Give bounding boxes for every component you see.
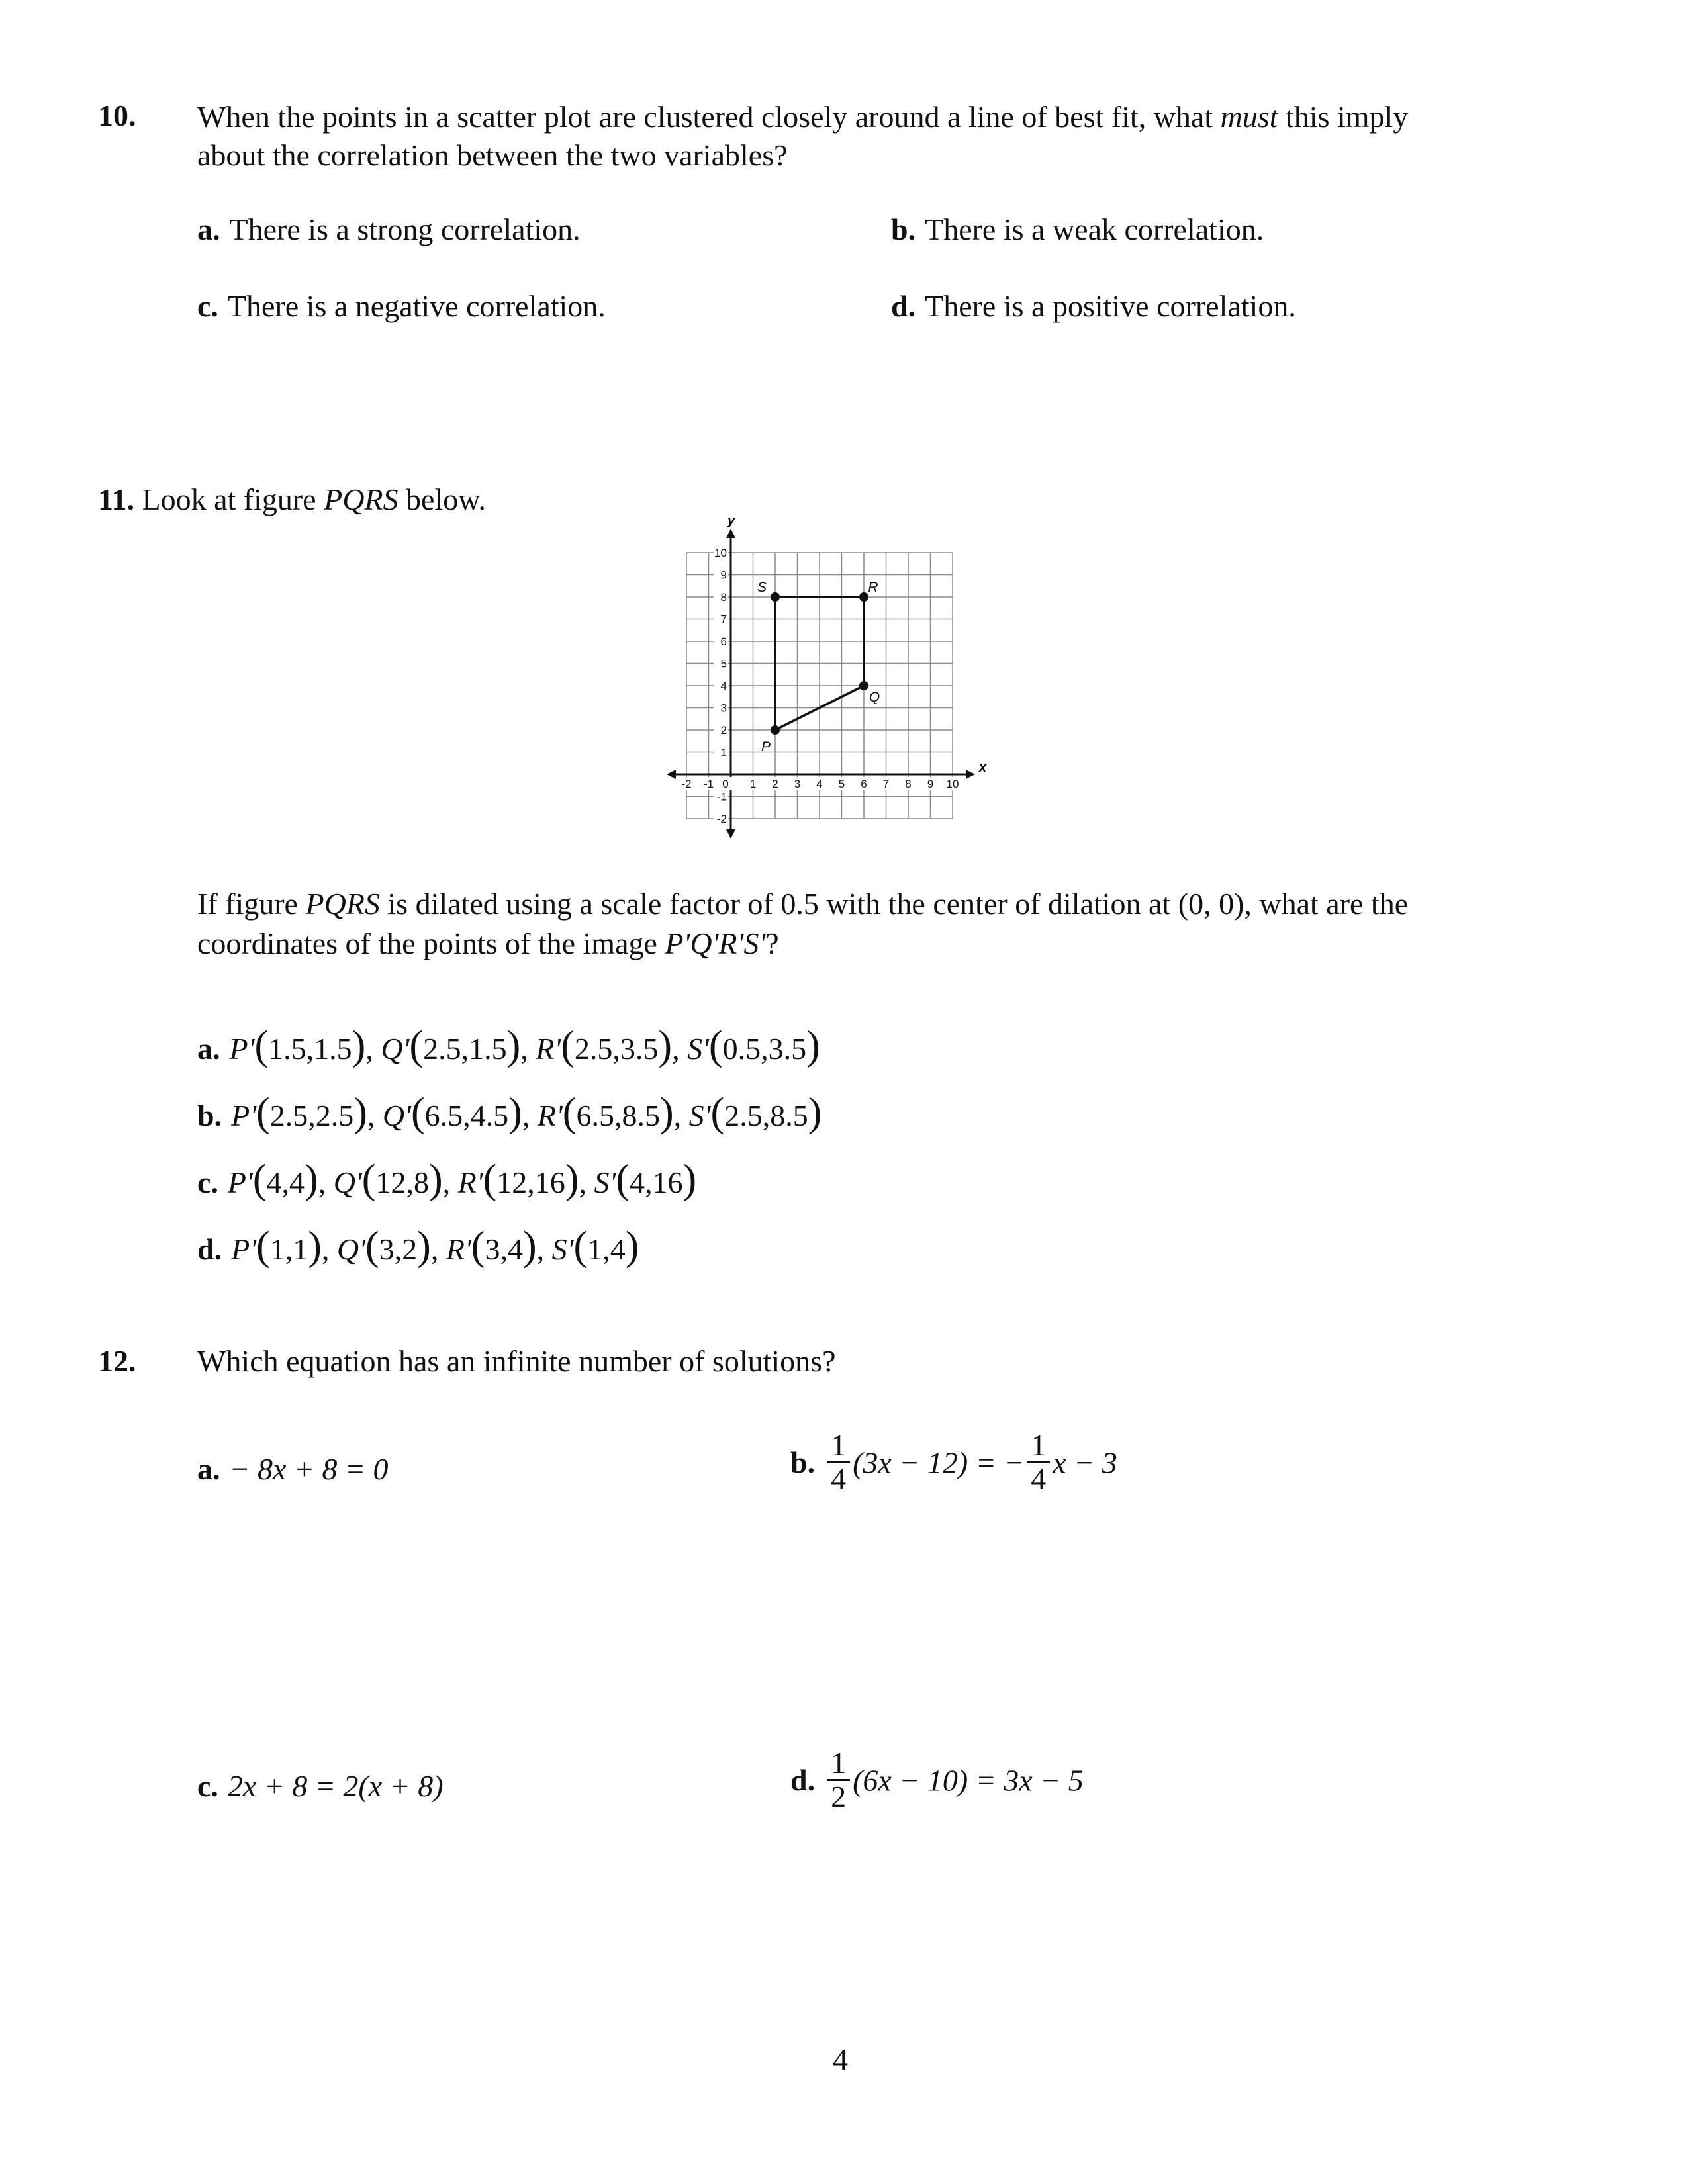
y-tick-label: 5 — [720, 657, 727, 670]
point-coords: 3,2 — [379, 1232, 418, 1266]
q11-question-pre: If figure — [197, 887, 298, 921]
y-axis-arrow-up — [726, 529, 735, 538]
x-tick-label: 8 — [905, 778, 912, 790]
point-name: P' — [231, 1099, 257, 1132]
point-name: R' — [537, 1099, 563, 1132]
point-coords: 2.5,2.5 — [269, 1099, 354, 1132]
x-tick-label: 7 — [882, 778, 890, 790]
point-coords: 0.5,3.5 — [722, 1032, 807, 1066]
y-axis-label: y — [727, 514, 735, 528]
q10-text-line1-end: this imply — [1286, 100, 1409, 134]
q10-option-a-text: There is a strong correlation. — [229, 212, 581, 246]
q12-option-b[interactable] — [790, 1430, 1117, 1496]
q11-option-c-label: c. — [197, 1165, 218, 1199]
point-name: P' — [229, 1032, 255, 1066]
y-tick-label: 8 — [720, 591, 727, 604]
vertex-q — [859, 681, 868, 690]
x-tick-label: -1 — [703, 778, 714, 790]
q11-question-end: ? — [765, 927, 779, 960]
q11-option-a[interactable] — [197, 1023, 820, 1069]
point-name: S' — [594, 1165, 616, 1199]
q12-question: Which equation has an infinite number of solutions? — [197, 1344, 836, 1378]
q10-option-c-text: There is a negative correlation. — [227, 289, 606, 323]
point-name: S' — [551, 1232, 574, 1266]
y-axis-arrow-down — [726, 829, 735, 839]
point-name: P' — [227, 1165, 253, 1199]
q11-option-d-points: P'(1,1), Q'(3,2), R'(3,4), S'(1,4) — [231, 1224, 639, 1269]
x-axis-label: x — [979, 760, 987, 775]
x-tick-label: 5 — [838, 778, 845, 790]
q10-option-a-label: a. — [197, 212, 220, 246]
point-coords: 2.5,1.5 — [423, 1032, 507, 1066]
q11-number: 11. — [98, 482, 134, 516]
point-coords: 4,16 — [630, 1165, 683, 1199]
y-tick-label: 1 — [720, 746, 727, 759]
q10-option-c[interactable] — [197, 289, 606, 324]
figure-pqrs — [757, 580, 880, 754]
q12-option-b-mid: (3x − 12) = − — [853, 1445, 1025, 1480]
q12-option-d-fraction: $\frac{1}{2}$ — [827, 1747, 850, 1813]
q11-option-b[interactable] — [197, 1089, 821, 1136]
q12-option-a-equation: − 8x + 8 = 0 — [229, 1452, 389, 1486]
vertex-label-s: S — [757, 580, 767, 595]
q11-option-b-points: P'(2.5,2.5), Q'(6.5,4.5), R'(6.5,8.5), S'(2.5,8.5) — [231, 1090, 822, 1135]
vertex-label-p: P — [761, 739, 771, 754]
coordinate-grid-figure — [662, 510, 1019, 854]
page-number: 4 — [833, 2042, 848, 2076]
y-tick-label: 6 — [720, 635, 727, 648]
q10-option-d-text: There is a positive correlation. — [925, 289, 1296, 323]
q12-option-b-fraction-2: $\frac{1}{4}$ — [1027, 1430, 1050, 1496]
q10-option-b-label: b. — [891, 212, 916, 246]
q12-option-d[interactable] — [790, 1747, 1084, 1813]
point-coords: 3,4 — [485, 1232, 523, 1266]
x-axis-arrow-right — [966, 770, 975, 779]
q11-image-name: P'Q'R'S' — [665, 927, 766, 960]
vertex-r — [859, 592, 868, 602]
vertex-p — [771, 725, 780, 735]
q12-option-a[interactable] — [197, 1451, 389, 1486]
q11-question-mid: is dilated using a scale factor of 0.5 with the center of dilation at (0, 0), what are the — [387, 887, 1409, 921]
q10-question — [197, 98, 1614, 175]
q12-option-d-equation: (6x − 10) = 3x − 5 — [853, 1763, 1084, 1797]
y-tick-label: 4 — [720, 680, 727, 692]
point-name: R' — [536, 1032, 561, 1066]
q12-number: 12. — [98, 1344, 136, 1378]
q11-intro-pre: Look at figure — [142, 482, 316, 516]
vertex-label-q: Q — [868, 690, 880, 705]
q11-option-a-points: P'(1.5,1.5), Q'(2.5,1.5), R'(2.5,3.5), S'(0.5,3.5) — [229, 1023, 820, 1068]
q10-option-c-label: c. — [197, 289, 218, 323]
point-coords: 6.5,8.5 — [576, 1099, 660, 1132]
x-tick-label: 6 — [861, 778, 867, 790]
q11-option-c[interactable] — [197, 1156, 696, 1203]
x-tick-label: 1 — [749, 778, 757, 790]
point-name: S' — [687, 1032, 709, 1066]
point-name: Q' — [336, 1232, 365, 1266]
point-coords: 1,4 — [587, 1232, 626, 1266]
q11-option-d-label: d. — [197, 1232, 222, 1266]
q10-option-b[interactable] — [891, 212, 1264, 247]
q11-figure-name: PQRS — [324, 482, 399, 516]
x-tick-label: 0 — [722, 778, 729, 790]
point-name: S' — [688, 1099, 711, 1132]
point-coords: 1,1 — [269, 1232, 308, 1266]
y-tick-label: 9 — [720, 569, 727, 582]
point-coords: 2.5,8.5 — [724, 1099, 808, 1132]
q11-question-line2: coordinates of the points of the image — [197, 927, 657, 960]
q10-option-d-label: d. — [891, 289, 916, 323]
point-coords: 6.5,4.5 — [424, 1099, 509, 1132]
q12-option-b-fraction-1: $\frac{1}{4}$ — [827, 1430, 850, 1496]
q10-text-line1: When the points in a scatter plot are clustered closely around a line of best fit, what — [197, 100, 1213, 134]
q11-option-a-label: a. — [197, 1032, 220, 1066]
q12-option-c-label: c. — [197, 1769, 218, 1803]
point-name: R' — [445, 1232, 471, 1266]
q12-option-c[interactable] — [197, 1768, 444, 1803]
y-tick-label: 7 — [720, 613, 727, 626]
q11-option-b-label: b. — [197, 1099, 222, 1132]
q10-option-a[interactable] — [197, 212, 581, 247]
q11-question-figure: PQRS — [305, 887, 380, 921]
point-name: R' — [457, 1165, 483, 1199]
x-tick-label: -2 — [681, 778, 692, 790]
x-axis-arrow-left — [667, 770, 676, 779]
q11-option-d[interactable] — [197, 1223, 639, 1270]
x-tick-label: 2 — [772, 778, 778, 790]
q12-option-b-label: b. — [790, 1445, 816, 1480]
q10-option-d[interactable] — [891, 289, 1296, 324]
q11-option-c-points: P'(4,4), Q'(12,8), R'(12,16), S'(4,16) — [227, 1157, 697, 1202]
point-name: Q' — [381, 1032, 410, 1066]
y-tick-label: 10 — [714, 547, 727, 559]
vertex-s — [771, 592, 780, 602]
x-tick-label: 10 — [946, 778, 959, 790]
q10-option-b-text: There is a weak correlation. — [925, 212, 1264, 246]
point-coords: 1.5,1.5 — [268, 1032, 352, 1066]
x-tick-label: 3 — [794, 778, 801, 790]
point-name: Q' — [382, 1099, 411, 1132]
q12-option-c-equation: 2x + 8 = 2(x + 8) — [227, 1769, 444, 1803]
q10-text-line2: about the correlation between the two variables? — [197, 138, 788, 172]
y-tick-label: -2 — [716, 813, 727, 825]
q10-number: 10. — [98, 99, 136, 132]
vertex-label-r: R — [868, 580, 878, 595]
point-coords: 12,8 — [375, 1165, 429, 1199]
x-tick-label: 4 — [816, 778, 823, 790]
q12-option-d-label: d. — [790, 1763, 816, 1797]
y-tick-label: 3 — [720, 702, 727, 715]
q12-option-b-end: x − 3 — [1053, 1445, 1117, 1480]
x-tick-label: 9 — [927, 778, 934, 790]
y-tick-label: -1 — [716, 790, 727, 803]
point-coords: 2.5,3.5 — [574, 1032, 659, 1066]
point-name: P' — [231, 1232, 257, 1266]
y-tick-label: 2 — [720, 724, 727, 737]
q11-question — [197, 884, 1627, 964]
point-coords: 4,4 — [266, 1165, 305, 1199]
point-coords: 12,16 — [496, 1165, 565, 1199]
q12-option-a-label: a. — [197, 1452, 220, 1486]
q11-intro-post: below. — [406, 482, 486, 516]
point-name: Q' — [333, 1165, 362, 1199]
q10-text-must: must — [1220, 100, 1278, 134]
q11-intro — [98, 482, 486, 517]
